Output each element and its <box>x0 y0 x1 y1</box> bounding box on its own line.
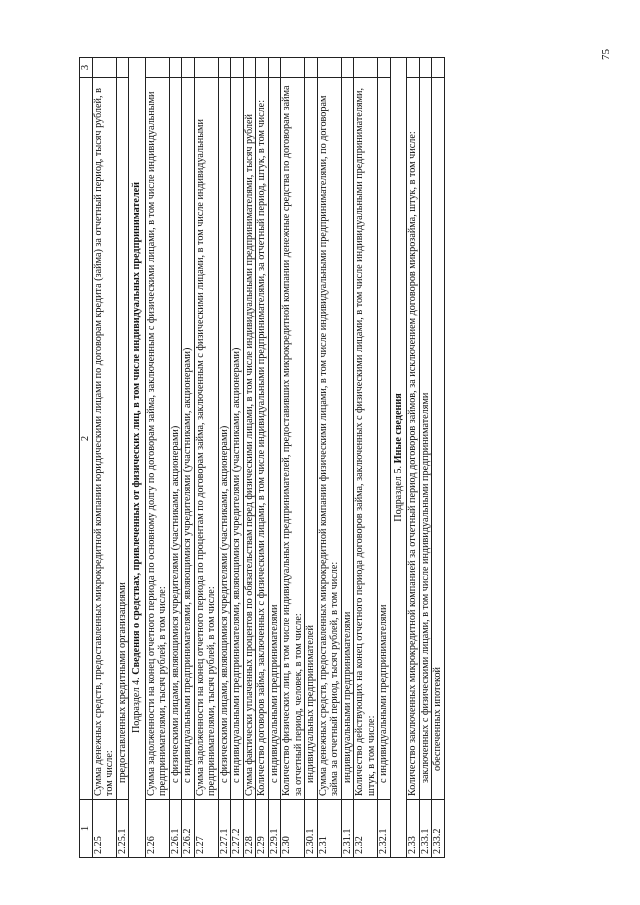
row-description: заключенных с физическими лицами, в том числе индивидуальными предпринимателями <box>419 78 432 800</box>
row-number: 2.27.1 <box>218 800 231 858</box>
row-description: индивидуальными предпринимателями <box>341 78 354 800</box>
row-number: 2.29 <box>256 800 269 858</box>
table-row <box>317 58 341 858</box>
row-description: с индивидуальными предпринимателями, являющимися учредителями (участниками, акционерами) <box>231 78 244 800</box>
table-row <box>218 58 231 858</box>
row-number: 2.25.1 <box>116 800 129 858</box>
row-value-cell <box>194 58 218 78</box>
row-description: индивидуальных предпринимателей <box>305 78 318 800</box>
row-description: Сумма задолженности на конец отчетного периода по основному долгу по договорам займа, заключенным с физическими лицами, в том числе индивидуальными предпринимателями, тысяч рублей, в том числе: <box>145 78 169 800</box>
table-row <box>169 58 182 858</box>
rotated-page-content <box>79 58 581 858</box>
row-number: 2.25 <box>92 800 116 858</box>
row-description: Сумма фактически уплаченных процентов по обязательствам перед физическими лицами, в том числе индивидуальными предпринимателями, тысяч рублей <box>243 78 256 800</box>
row-description: Сумма задолженности на конец отчетного периода по процентам по договорам займа, заключенным с физическими лицами, в том числе индивидуальными предпринимателями, тысяч рублей, в том числе: <box>194 78 218 800</box>
subsection-heading-row <box>129 58 146 858</box>
row-description: Количество заключенных микрокредитной компанией за отчетный период договоров займов, за исключением договоров микрозайма, штук, в том числе: <box>407 78 420 800</box>
row-number: 2.31.1 <box>341 800 354 858</box>
subsection-prefix: Подраздел 5. <box>392 463 404 522</box>
table-row <box>432 58 445 858</box>
table-row <box>231 58 244 858</box>
row-value-cell <box>92 58 116 78</box>
row-number: 2.29.1 <box>268 800 281 858</box>
row-value-cell <box>354 58 378 78</box>
row-number: 2.26.1 <box>169 800 182 858</box>
row-number: 2.30 <box>281 800 305 858</box>
header-col-2: 2 <box>80 78 93 800</box>
row-number: 2.26 <box>145 800 169 858</box>
row-number: 2.27.2 <box>231 800 244 858</box>
row-description: с физическими лицами, являющимися учредителями (участниками, акционерами) <box>169 78 182 800</box>
table-row <box>341 58 354 858</box>
row-value-cell <box>419 58 432 78</box>
table-row <box>116 58 129 858</box>
row-number: 2.33.1 <box>419 800 432 858</box>
row-value-cell <box>243 58 256 78</box>
table-row <box>182 58 195 858</box>
row-value-cell <box>145 58 169 78</box>
table-row <box>419 58 432 858</box>
row-value-cell <box>169 58 182 78</box>
table-row <box>354 58 378 858</box>
row-description: Сумма денежных средств, предоставленных микрокредитной компании юридическими лицами по договорам кредита (займа) за отчетный период, тысяч рублей, в том числе: <box>92 78 116 800</box>
table-row <box>378 58 391 858</box>
row-number: 2.26.2 <box>182 800 195 858</box>
header-col-3: 3 <box>80 58 93 78</box>
row-description: Количество действующих на конец отчетного периода договоров займа, заключенных с физическими лицами, в том числе индивидуальными предпринимателями, штук, в том числе: <box>354 78 378 800</box>
row-description: обеспеченных ипотекой <box>432 78 445 800</box>
row-description: предоставленных кредитными организациями <box>116 78 129 800</box>
row-value-cell <box>378 58 391 78</box>
row-value-cell <box>281 58 305 78</box>
row-description: Количество физических лиц, в том числе индивидуальных предпринимателей, предоставивших микрокредитной компании денежные средства по договорам займа за отчетный период, человек, в том числе: <box>281 78 305 800</box>
subsection-prefix: Подраздел 4. <box>131 674 142 734</box>
row-number: 2.31 <box>317 800 341 858</box>
row-description: с индивидуальными предпринимателями, являющимися учредителями (участниками, акционерами) <box>182 78 195 800</box>
row-number: 2.27 <box>194 800 218 858</box>
table-header-row <box>80 58 93 858</box>
table-row <box>194 58 218 858</box>
row-value-cell <box>256 58 269 78</box>
row-value-cell <box>182 58 195 78</box>
subsection-heading <box>390 58 407 858</box>
table-row <box>243 58 256 858</box>
subsection-heading <box>129 58 146 858</box>
form-table-body <box>80 58 445 858</box>
table-row <box>256 58 269 858</box>
row-description: с индивидуальными предпринимателями <box>378 78 391 800</box>
row-number: 2.33 <box>407 800 420 858</box>
row-value-cell <box>231 58 244 78</box>
page-number: 75 <box>600 49 612 60</box>
row-value-cell <box>218 58 231 78</box>
table-row <box>145 58 169 858</box>
row-value-cell <box>317 58 341 78</box>
row-description: Количество договоров займа, заключенных с физическими лицами, в том числе индивидуальными предпринимателями, за отчетный период, штук, в том числе: <box>256 78 269 800</box>
row-number: 2.32.1 <box>378 800 391 858</box>
subsection-title: Иные сведения <box>392 393 404 464</box>
row-value-cell <box>268 58 281 78</box>
row-description: с индивидуальными предпринимателями <box>268 78 281 800</box>
row-description: с физическими лицами, являющимися учредителями (участниками, акционерами) <box>218 78 231 800</box>
table-row <box>92 58 116 858</box>
row-description: Сумма денежных средств, предоставленных микрокредитной компании физическими лицами, в том числе индивидуальными предпринимателями, по договорам займа за отчетный период, тысяч рублей, в том числе: <box>317 78 341 800</box>
subsection-heading-row <box>390 58 407 858</box>
row-value-cell <box>432 58 445 78</box>
row-number: 2.32 <box>354 800 378 858</box>
row-value-cell <box>407 58 420 78</box>
table-row <box>268 58 281 858</box>
row-value-cell <box>116 58 129 78</box>
table-row <box>407 58 420 858</box>
row-number: 2.30.1 <box>305 800 318 858</box>
form-table <box>79 57 445 858</box>
row-number: 2.28 <box>243 800 256 858</box>
header-col-1: 1 <box>80 800 93 858</box>
row-number: 2.33.2 <box>432 800 445 858</box>
row-value-cell <box>341 58 354 78</box>
table-row <box>281 58 305 858</box>
subsection-title: Сведения о средствах, привлеченных от физических лиц, в том числе индивидуальных предпринимателей <box>131 181 142 675</box>
row-value-cell <box>305 58 318 78</box>
table-row <box>305 58 318 858</box>
